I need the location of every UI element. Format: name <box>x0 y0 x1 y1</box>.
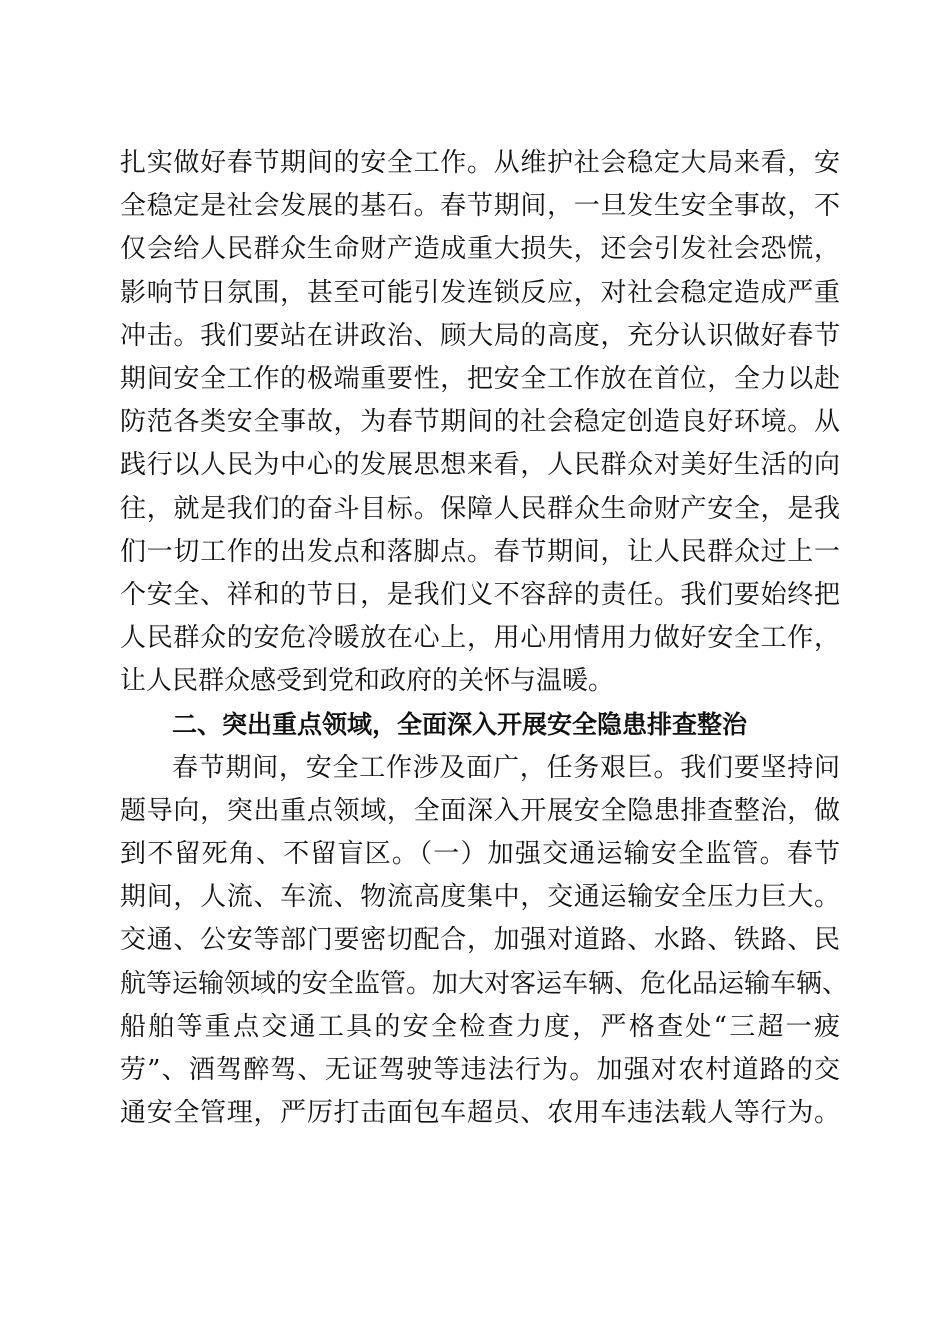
paragraph-1-line-5: 冲击。我们要站在讲政治、顾大局的高度，充分认识做好春节 <box>120 320 840 351</box>
section-heading-2: 二、突出重点领域，全面深入开展安全隐患排查整治 <box>172 710 748 740</box>
paragraph-1-line-3: 仅会给人民群众生命财产造成重大损失，还会引发社会恐慌， <box>120 234 840 265</box>
paragraph-2-line-4: 期间，人流、车流、物流高度集中，交通运输安全压力巨大。 <box>120 882 840 913</box>
paragraph-2-line-6: 航等运输领域的安全监管。加大对客运车辆、危化品运输车辆、 <box>120 968 849 999</box>
paragraph-1-line-13: 让人民群众感受到党和政府的关怀与温暖。 <box>120 666 615 697</box>
paragraph-1-line-6: 期间安全工作的极端重要性，把安全工作放在首位，全力以赴 <box>120 363 840 394</box>
paragraph-1-line-4: 影响节日氛围，甚至可能引发连锁反应，对社会稳定造成严重 <box>120 277 840 308</box>
paragraph-2-line-3: 到不留死角、不留盲区。（一）加强交通运输安全监管。春节 <box>120 839 840 869</box>
paragraph-1-line-8: 践行以人民为中心的发展思想来看，人民群众对美好生活的向 <box>120 450 840 481</box>
paragraph-2-line-2: 题导向，突出重点领域，全面深入开展安全隐患排查整治，做 <box>120 795 840 826</box>
paragraph-2-line-8: 劳”、酒驾醉驾、无证驾驶等违法行为。加强对农村道路的交 <box>120 1054 840 1085</box>
paragraph-1-line-12: 人民群众的安危冷暖放在心上，用心用情用力做好安全工作， <box>120 623 840 654</box>
paragraph-2-line-5: 交通、公安等部门要密切配合，加强对道路、水路、铁路、民 <box>120 925 840 956</box>
paragraph-1-line-1: 扎实做好春节期间的安全工作。从维护社会稳定大局来看，安 <box>120 148 840 178</box>
paragraph-2-line-1: 春节期间，安全工作涉及面广，任务艰巨。我们要坚持问 <box>172 752 840 783</box>
paragraph-2-line-9: 通安全管理，严厉打击面包车超员、农用车违法载人等行为。 <box>120 1098 840 1129</box>
paragraph-1-line-2: 全稳定是社会发展的基石。春节期间，一旦发生安全事故，不 <box>120 191 840 222</box>
document-body <box>120 142 849 1135</box>
paragraph-1-line-11: 个安全、祥和的节日，是我们义不容辞的责任。我们要始终把 <box>120 579 840 610</box>
paragraph-1-line-7: 防范各类安全事故，为春节期间的社会稳定创造良好环境。从 <box>120 407 840 438</box>
paragraph-2-line-7: 船舶等重点交通工具的安全检查力度，严格查处“三超一疲 <box>120 1011 840 1042</box>
paragraph-1-line-10: 们一切工作的出发点和落脚点。春节期间，让人民群众过上一 <box>120 536 840 567</box>
paragraph-1-line-9: 往，就是我们的奋斗目标。保障人民群众生命财产安全，是我 <box>120 493 840 524</box>
